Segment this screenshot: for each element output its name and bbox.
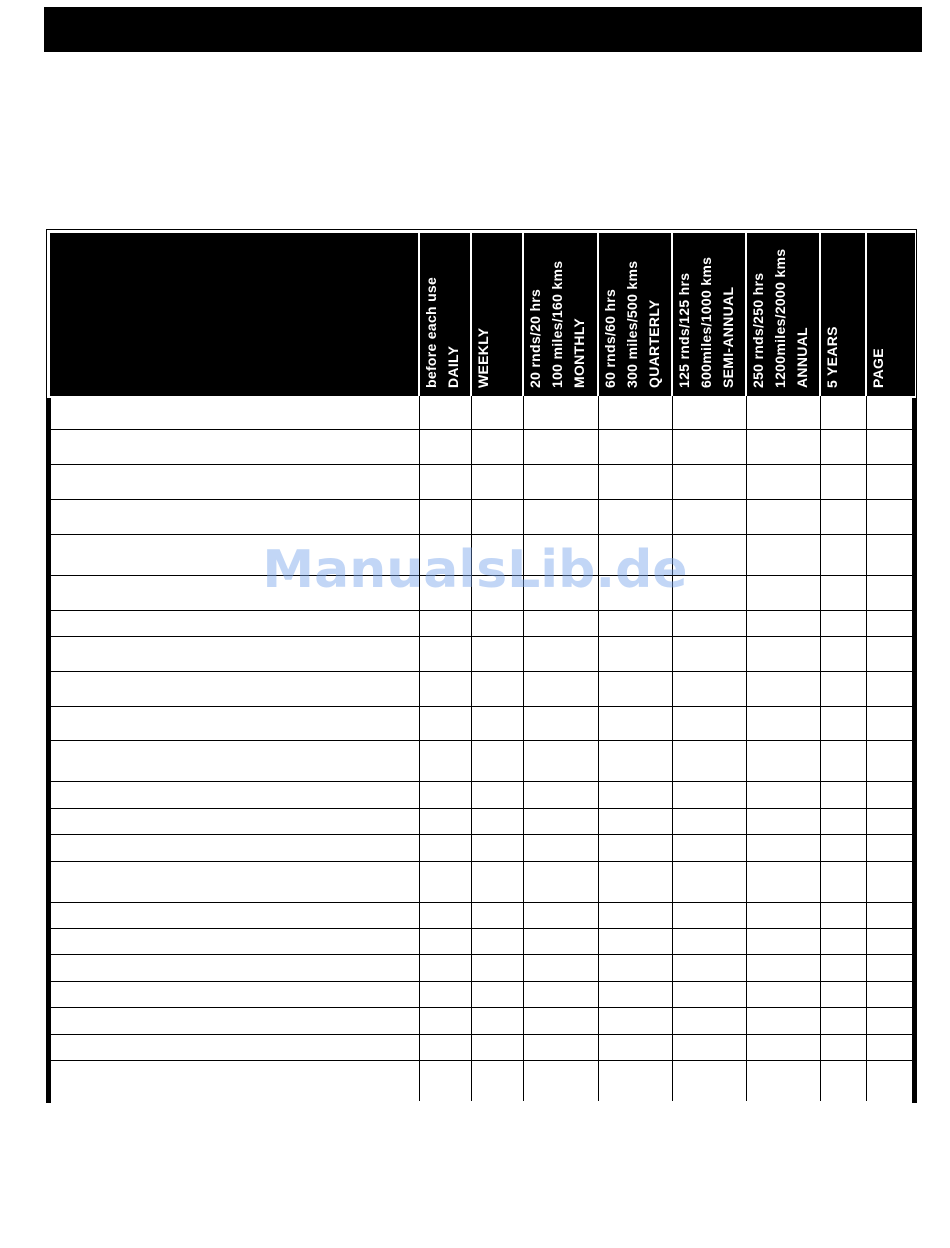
interval-cell (598, 902, 672, 928)
interval-cell (820, 1060, 866, 1101)
header-row (50, 233, 915, 396)
interval-cell (471, 706, 523, 740)
interval-cell (746, 1034, 820, 1060)
interval-cell (471, 1060, 523, 1101)
table-row (50, 861, 915, 902)
table-row (50, 834, 915, 861)
item-cell (50, 740, 419, 781)
interval-cell (746, 610, 820, 636)
table-row (50, 808, 915, 834)
interval-cell (598, 1034, 672, 1060)
interval-cell (672, 808, 746, 834)
interval-cell (523, 464, 598, 499)
item-cell (50, 902, 419, 928)
interval-cell (746, 928, 820, 954)
interval-cell (598, 781, 672, 808)
item-cell (50, 575, 419, 610)
interval-cell (672, 610, 746, 636)
interval-cell (746, 781, 820, 808)
interval-cell (672, 1034, 746, 1060)
header-label (420, 229, 464, 392)
interval-cell (820, 928, 866, 954)
item-cell (50, 928, 419, 954)
interval-cell (598, 429, 672, 464)
interval-cell (523, 954, 598, 981)
interval-cell (672, 499, 746, 534)
interval-cell (866, 499, 915, 534)
interval-cell (471, 1007, 523, 1034)
table-row (50, 1007, 915, 1034)
item-cell (50, 954, 419, 981)
header-label-line: 5 YEARS (824, 326, 840, 388)
interval-cell (746, 740, 820, 781)
table-row (50, 464, 915, 499)
interval-cell (419, 1007, 471, 1034)
item-cell (50, 499, 419, 534)
interval-cell (820, 706, 866, 740)
interval-cell (598, 464, 672, 499)
interval-cell (672, 954, 746, 981)
interval-cell (672, 671, 746, 706)
header-label (524, 229, 590, 392)
interval-cell (820, 781, 866, 808)
header-col-semi-annual (672, 233, 746, 396)
header-label-line: 600miles/1000 kms (698, 256, 714, 388)
interval-cell (523, 1007, 598, 1034)
header-item-cell (50, 233, 419, 396)
interval-cell (471, 610, 523, 636)
table-row (50, 1060, 915, 1101)
interval-cell (672, 575, 746, 610)
item-cell (50, 610, 419, 636)
item-cell (50, 464, 419, 499)
interval-cell (672, 928, 746, 954)
table-row (50, 499, 915, 534)
interval-cell (820, 534, 866, 575)
interval-cell (820, 610, 866, 636)
interval-cell (746, 671, 820, 706)
interval-cell (746, 1007, 820, 1034)
interval-cell (672, 740, 746, 781)
header-label (472, 229, 494, 392)
interval-cell (866, 534, 915, 575)
table-row (50, 575, 915, 610)
interval-cell (672, 1007, 746, 1034)
interval-cell (672, 396, 746, 429)
interval-cell (598, 671, 672, 706)
interval-cell (471, 1034, 523, 1060)
interval-cell (419, 636, 471, 671)
interval-cell (471, 499, 523, 534)
maintenance-schedule-table (50, 233, 915, 1101)
header-label (747, 229, 813, 392)
interval-cell (820, 636, 866, 671)
header-col-annual (746, 233, 820, 396)
interval-cell (419, 740, 471, 781)
header-label-line: QUARTERLY (646, 299, 662, 388)
interval-cell (598, 636, 672, 671)
interval-cell (523, 671, 598, 706)
interval-cell (419, 781, 471, 808)
interval-cell (419, 575, 471, 610)
interval-cell (419, 671, 471, 706)
interval-cell (471, 781, 523, 808)
interval-cell (471, 534, 523, 575)
table-row (50, 610, 915, 636)
table-right-border (912, 398, 916, 1103)
interval-cell (523, 610, 598, 636)
interval-cell (866, 429, 915, 464)
interval-cell (672, 834, 746, 861)
interval-cell (419, 429, 471, 464)
interval-cell (672, 1060, 746, 1101)
interval-cell (746, 534, 820, 575)
item-cell (50, 671, 419, 706)
item-cell (50, 781, 419, 808)
interval-cell (523, 1060, 598, 1101)
interval-cell (598, 834, 672, 861)
interval-cell (523, 834, 598, 861)
interval-cell (598, 499, 672, 534)
interval-cell (598, 706, 672, 740)
interval-cell (419, 902, 471, 928)
header-label-line: DAILY (445, 345, 461, 388)
interval-cell (419, 706, 471, 740)
interval-cell (746, 902, 820, 928)
item-cell (50, 636, 419, 671)
interval-cell (820, 834, 866, 861)
table-row (50, 781, 915, 808)
table-row (50, 636, 915, 671)
interval-cell (471, 429, 523, 464)
interval-cell (820, 575, 866, 610)
interval-cell (866, 464, 915, 499)
interval-cell (523, 499, 598, 534)
header-label-line: before each use (423, 276, 439, 388)
table-row (50, 706, 915, 740)
header-label-line: 1200miles/2000 kms (772, 248, 788, 388)
table-row (50, 671, 915, 706)
interval-cell (419, 1034, 471, 1060)
interval-cell (419, 834, 471, 861)
header-label-line: WEEKLY (475, 327, 491, 388)
interval-cell (523, 1034, 598, 1060)
interval-cell (598, 610, 672, 636)
header-label-line: 100 miles/160 kms (549, 260, 565, 388)
interval-cell (746, 396, 820, 429)
interval-cell (820, 1034, 866, 1060)
interval-cell (820, 499, 866, 534)
header-label-line: PAGE (870, 348, 886, 388)
interval-cell (820, 1007, 866, 1034)
header-label (673, 229, 739, 392)
interval-cell (419, 464, 471, 499)
interval-cell (746, 981, 820, 1007)
interval-cell (672, 861, 746, 902)
header-label-line: MONTHLY (571, 317, 587, 388)
header-label (599, 229, 665, 392)
interval-cell (672, 902, 746, 928)
table-row (50, 981, 915, 1007)
interval-cell (598, 861, 672, 902)
interval-cell (866, 396, 915, 429)
interval-cell (746, 861, 820, 902)
interval-cell (471, 954, 523, 981)
header-col-weekly (471, 233, 523, 396)
interval-cell (523, 808, 598, 834)
interval-cell (820, 981, 866, 1007)
interval-cell (523, 575, 598, 610)
header-label-line: 250 rnds/250 hrs (750, 272, 766, 388)
interval-cell (419, 861, 471, 902)
interval-cell (523, 981, 598, 1007)
interval-cell (866, 954, 915, 981)
header-label-line: 125 rnds/125 hrs (676, 272, 692, 388)
header-label-line: 20 rnds/20 hrs (527, 288, 543, 388)
interval-cell (866, 808, 915, 834)
interval-cell (820, 954, 866, 981)
header-col-daily (419, 233, 471, 396)
interval-cell (598, 1060, 672, 1101)
interval-cell (866, 834, 915, 861)
interval-cell (746, 464, 820, 499)
interval-cell (419, 1060, 471, 1101)
header-label-line: SEMI-ANNUAL (720, 286, 736, 388)
interval-cell (746, 636, 820, 671)
table-body (50, 396, 915, 1101)
interval-cell (866, 902, 915, 928)
interval-cell (598, 1007, 672, 1034)
interval-cell (672, 464, 746, 499)
interval-cell (820, 808, 866, 834)
interval-cell (523, 928, 598, 954)
interval-cell (419, 928, 471, 954)
interval-cell (746, 808, 820, 834)
header-col-page (866, 233, 915, 396)
interval-cell (523, 429, 598, 464)
item-cell (50, 396, 419, 429)
table-row (50, 740, 915, 781)
interval-cell (471, 834, 523, 861)
interval-cell (820, 740, 866, 781)
interval-cell (523, 534, 598, 575)
interval-cell (419, 396, 471, 429)
interval-cell (471, 740, 523, 781)
interval-cell (598, 928, 672, 954)
table-row (50, 396, 915, 429)
item-cell (50, 981, 419, 1007)
interval-cell (471, 981, 523, 1007)
interval-cell (672, 981, 746, 1007)
interval-cell (746, 706, 820, 740)
interval-cell (419, 808, 471, 834)
interval-cell (598, 740, 672, 781)
interval-cell (866, 1060, 915, 1101)
interval-cell (866, 610, 915, 636)
interval-cell (598, 981, 672, 1007)
interval-cell (672, 534, 746, 575)
interval-cell (672, 636, 746, 671)
header-col-monthly (523, 233, 598, 396)
interval-cell (471, 671, 523, 706)
interval-cell (866, 575, 915, 610)
interval-cell (746, 575, 820, 610)
interval-cell (866, 706, 915, 740)
table-row (50, 534, 915, 575)
header-label-line: 300 miles/500 kms (624, 260, 640, 388)
interval-cell (820, 464, 866, 499)
item-cell (50, 1007, 419, 1034)
table-row (50, 902, 915, 928)
table-row (50, 429, 915, 464)
interval-cell (746, 834, 820, 861)
table-left-border (46, 398, 51, 1103)
interval-cell (523, 781, 598, 808)
interval-cell (820, 396, 866, 429)
table-row (50, 928, 915, 954)
interval-cell (746, 429, 820, 464)
interval-cell (419, 610, 471, 636)
interval-cell (866, 861, 915, 902)
interval-cell (866, 781, 915, 808)
interval-cell (866, 981, 915, 1007)
interval-cell (419, 954, 471, 981)
interval-cell (419, 981, 471, 1007)
table-row (50, 1034, 915, 1060)
interval-cell (471, 928, 523, 954)
header-label (867, 229, 889, 392)
interval-cell (523, 740, 598, 781)
interval-cell (820, 671, 866, 706)
item-cell (50, 429, 419, 464)
table-row (50, 954, 915, 981)
item-cell (50, 706, 419, 740)
interval-cell (471, 464, 523, 499)
interval-cell (471, 636, 523, 671)
interval-cell (820, 861, 866, 902)
interval-cell (866, 1034, 915, 1060)
header-bar (44, 7, 922, 52)
item-cell (50, 1034, 419, 1060)
interval-cell (866, 671, 915, 706)
interval-cell (746, 499, 820, 534)
interval-cell (471, 861, 523, 902)
interval-cell (820, 902, 866, 928)
interval-cell (523, 396, 598, 429)
interval-cell (419, 534, 471, 575)
interval-cell (598, 396, 672, 429)
item-cell (50, 834, 419, 861)
item-cell (50, 1060, 419, 1101)
interval-cell (523, 706, 598, 740)
interval-cell (471, 808, 523, 834)
item-cell (50, 861, 419, 902)
interval-cell (598, 954, 672, 981)
interval-cell (866, 740, 915, 781)
interval-cell (523, 902, 598, 928)
interval-cell (471, 902, 523, 928)
interval-cell (672, 706, 746, 740)
interval-cell (598, 534, 672, 575)
interval-cell (866, 1007, 915, 1034)
item-cell (50, 534, 419, 575)
interval-cell (598, 575, 672, 610)
interval-cell (523, 861, 598, 902)
interval-cell (471, 396, 523, 429)
interval-cell (419, 499, 471, 534)
interval-cell (820, 429, 866, 464)
interval-cell (746, 1060, 820, 1101)
header-label-line: 60 rnds/60 hrs (602, 288, 618, 388)
header-col-quarterly (598, 233, 672, 396)
interval-cell (598, 808, 672, 834)
item-cell (50, 808, 419, 834)
header-label-line: ANNUAL (794, 327, 810, 388)
interval-cell (866, 928, 915, 954)
interval-cell (523, 636, 598, 671)
header-col-5-years (820, 233, 866, 396)
interval-cell (866, 636, 915, 671)
interval-cell (471, 575, 523, 610)
interval-cell (672, 781, 746, 808)
header-label (821, 229, 843, 392)
watermark: ManualsLib.de (262, 540, 688, 600)
interval-cell (746, 954, 820, 981)
interval-cell (672, 429, 746, 464)
